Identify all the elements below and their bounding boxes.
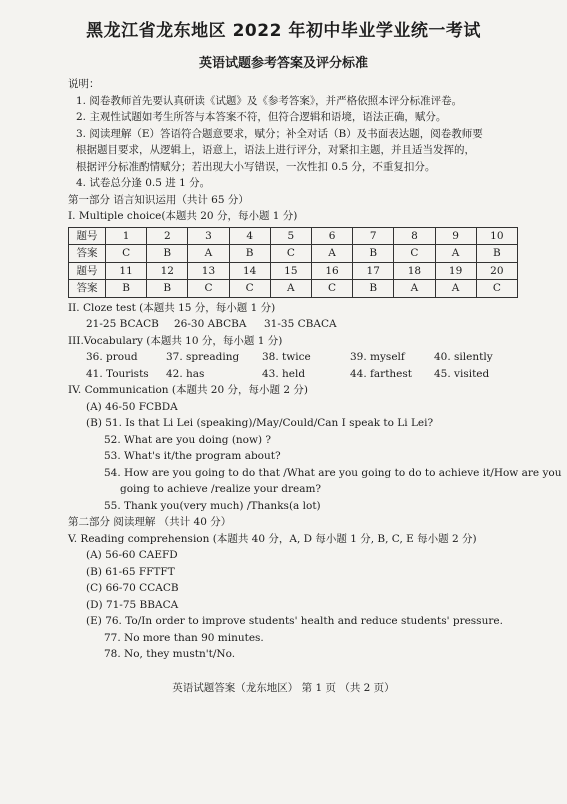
- note-4: 4. 试卷总分逢 0.5 进 1 分。: [76, 177, 211, 189]
- table-row: [69, 227, 518, 245]
- vocabulary-answer: 36. proud: [86, 351, 138, 363]
- table-cell: 答案: [69, 245, 106, 263]
- note-2: 2. 主观性试题如考生所答与本答案不符，但符合逻辑和语境，语法正确，赋分。: [76, 111, 447, 123]
- reading-d: (D) 71-75 BBACA: [86, 598, 179, 611]
- table-cell: 答案: [69, 280, 106, 298]
- table-cell: C: [188, 280, 229, 298]
- vocabulary-answer: 45. visited: [434, 367, 490, 380]
- table-cell: 19: [435, 262, 476, 280]
- reading-e-77: 77. No more than 90 minutes.: [104, 631, 264, 644]
- cloze-answer-group: 21-25 BCACB: [86, 318, 159, 330]
- table-cell: 7: [353, 227, 394, 245]
- table-cell: B: [353, 245, 394, 263]
- vocabulary-answer: 38. twice: [262, 351, 311, 363]
- table-cell: 1: [106, 227, 147, 245]
- table-cell: 10: [476, 227, 517, 245]
- table-cell: 14: [229, 262, 270, 280]
- table-cell: B: [476, 245, 517, 263]
- table-cell: C: [106, 245, 147, 263]
- table-row: [69, 245, 518, 263]
- table-cell: A: [188, 245, 229, 263]
- vocabulary-answer: 39. myself: [350, 351, 405, 363]
- document-title: 黑龙江省龙东地区 2022 年初中毕业学业统一考试: [86, 21, 481, 41]
- reading-e-78: 78. No, they mustn't/No.: [104, 648, 236, 660]
- section2-heading: II. Cloze test (本题共 15 分，每小题 1 分): [68, 301, 276, 314]
- page-footer: 英语试题答案（龙东地区） 第 1 页 （共 2 页）: [172, 682, 395, 694]
- section3-heading: III.Vocabulary (本题共 10 分，每小题 1 分): [68, 334, 283, 347]
- table-cell: C: [394, 245, 435, 263]
- table-cell: A: [311, 245, 352, 263]
- vocabulary-answer: 42. has: [166, 367, 205, 380]
- table-cell: B: [106, 280, 147, 298]
- section5-heading: V. Reading comprehension (本题共 40 分，A, D 每小题 1 分, B, C, E 每小题 2 分): [68, 532, 477, 545]
- table-cell: 16: [311, 262, 352, 280]
- table-cell: A: [435, 280, 476, 298]
- table-cell: 11: [106, 262, 147, 280]
- cloze-answer-group: 31-35 CBACA: [264, 318, 337, 330]
- vocabulary-row: [68, 349, 538, 366]
- table-cell: 题号: [69, 262, 106, 280]
- table-cell: 4: [229, 227, 270, 245]
- table-cell: C: [270, 245, 311, 263]
- table-cell: 15: [270, 262, 311, 280]
- part1-heading: 第一部分 语言知识运用（共计 65 分）: [68, 193, 249, 206]
- section1-heading: I. Multiple choice(本题共 20 分，每小题 1 分): [68, 210, 298, 222]
- table-cell: 9: [435, 227, 476, 245]
- vocabulary-answer: 41. Tourists: [86, 367, 149, 380]
- communication-54-cont: going to achieve /realize your dream?: [120, 483, 322, 495]
- table-cell: 3: [188, 227, 229, 245]
- reading-e-76: (E) 76. To/In order to improve students' health and reduce students' pressure.: [86, 615, 503, 627]
- communication-54: 54. How are you going to do that /What are you going to do to achieve it/How are you: [104, 466, 562, 479]
- vocabulary-answer: 37. spreading: [166, 351, 240, 363]
- vocabulary-answer: 43. held: [262, 367, 306, 380]
- table-cell: 2: [147, 227, 188, 245]
- note-1: 1. 阅卷教师首先要认真研读《试题》及《参考答案》，并严格依照本评分标准评卷。: [76, 94, 463, 107]
- section4-heading: IV. Communication (本题共 20 分，每小题 2 分): [68, 384, 308, 396]
- table-row: [69, 280, 518, 298]
- table-cell: 13: [188, 262, 229, 280]
- note-3-cont-1: 根据题目要求，从逻辑上，语意上，语法上进行评分，对紧扣主题，并且适当发挥的，: [76, 144, 475, 156]
- table-cell: A: [394, 280, 435, 298]
- communication-53: 53. What's it/the program about?: [104, 450, 281, 462]
- table-cell: 17: [353, 262, 394, 280]
- notes-heading: 说明：: [68, 78, 100, 90]
- cloze-answer-group: 26-30 ABCBA: [174, 318, 247, 330]
- document-body: [68, 76, 562, 663]
- cloze-answers: [68, 316, 538, 333]
- communication-52: 52. What are you doing (now) ?: [104, 433, 272, 446]
- part2-heading: 第二部分 阅读理解 （共计 40 分）: [68, 516, 232, 528]
- note-3: 3. 阅读理解（E）答语符合题意要求，赋分；补全对话（B）及书面表达题，阅卷教师要: [76, 127, 483, 140]
- table-cell: B: [147, 245, 188, 263]
- table-cell: A: [270, 280, 311, 298]
- table-cell: 题号: [69, 227, 106, 245]
- table-cell: 18: [394, 262, 435, 280]
- table-cell: C: [476, 280, 517, 298]
- table-cell: B: [353, 280, 394, 298]
- reading-c: (C) 66-70 CCACB: [86, 582, 179, 594]
- table-cell: C: [311, 280, 352, 298]
- table-cell: C: [229, 280, 270, 298]
- vocabulary-answer: 44. farthest: [350, 367, 413, 380]
- reading-b: (B) 61-65 FFTFT: [86, 565, 175, 578]
- reading-a: (A) 56-60 CAEFD: [86, 549, 178, 561]
- communication-55: 55. Thank you(very much) /Thanks(a lot): [104, 499, 321, 512]
- table-cell: 20: [476, 262, 517, 280]
- multiple-choice-answer-table: [68, 227, 518, 298]
- table-cell: B: [147, 280, 188, 298]
- communication-a: (A) 46-50 FCBDA: [86, 400, 178, 413]
- communication-51: (B) 51. Is that Li Lei (speaking)/May/Could/Can I speak to Li Lei?: [86, 417, 434, 429]
- vocabulary-row: [68, 366, 538, 383]
- table-cell: 8: [394, 227, 435, 245]
- table-cell: 12: [147, 262, 188, 280]
- table-cell: 6: [311, 227, 352, 245]
- note-3-cont-2: 根据评分标准酌情赋分；若出现大小写错误，一次性扣 0.5 分，不重复扣分。: [76, 160, 436, 173]
- table-cell: A: [435, 245, 476, 263]
- vocabulary-answer: 40. silently: [434, 351, 493, 363]
- document-subtitle: 英语试题参考答案及评分标准: [198, 56, 368, 71]
- table-cell: 5: [270, 227, 311, 245]
- table-row: [69, 262, 518, 280]
- table-cell: B: [229, 245, 270, 263]
